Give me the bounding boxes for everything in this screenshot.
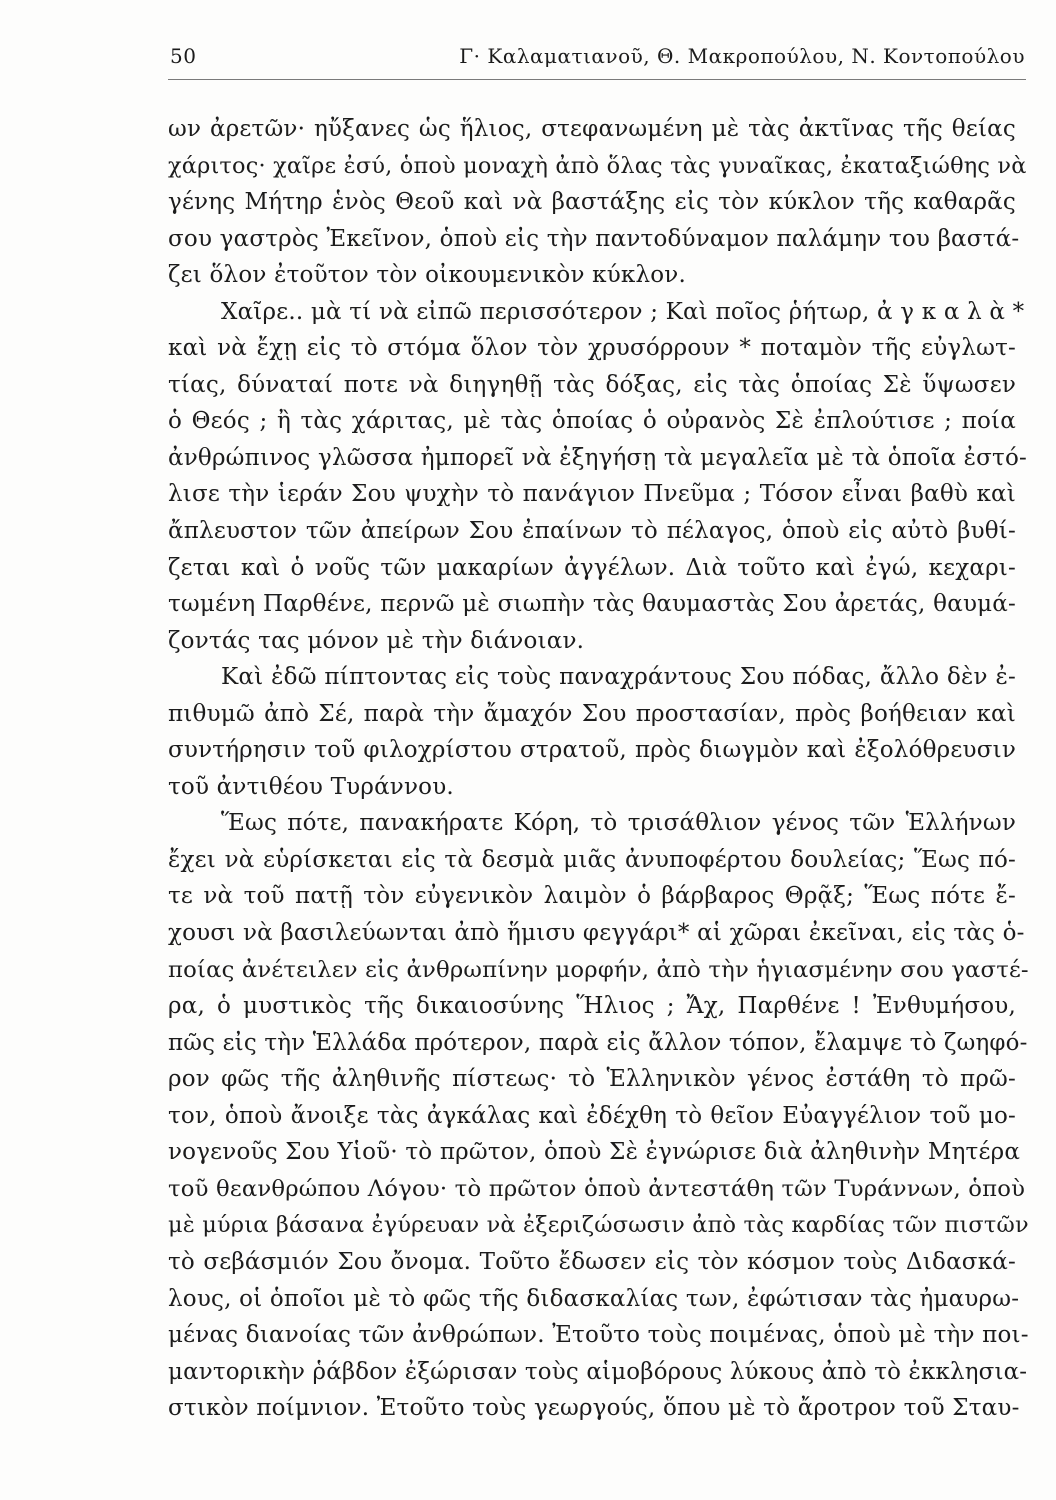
- text-line: τὸ σεβάσμιόν Σου ὄνομα. Τοῦτο ἔδωσεν εἰς τὸν κόσμον τοὺς Διδασκά-: [168, 1248, 1016, 1275]
- text-line: ὁ Θεός ; ἢ τὰς χάριτας, μὲ τὰς ὁποίας ὁ οὐρανὸς Σὲ ἐπλούτισε ; ποία: [168, 408, 1016, 435]
- text-line: τοῦ θεανθρώπου Λόγου· τὸ πρῶτον ὁποὺ ἀντεστάθη τῶν Τυράννων, ὁποὺ: [168, 1175, 1026, 1202]
- body-text: [168, 114, 1029, 1430]
- text-line: μαντορικὴν ῥάβδον ἐξώρισαν τοὺς αἱμοβόρους λύκους ἀπὸ τὸ ἐκκλησια-: [168, 1358, 1028, 1385]
- text-line: πῶς εἰς τὴν Ἑλλάδα πρότερον, παρὰ εἰς ἄλλον τόπον, ἔλαμψε τὸ ζωηφό-: [168, 1029, 1028, 1056]
- paragraph-start-line: Ἕως πότε, πανακήρατε Κόρη, τὸ τρισάθλιον γένος τῶν Ἑλλήνων: [221, 810, 1016, 837]
- text-line: ρα, ὁ μυστικὸς τῆς δικαιοσύνης Ἥλιος ; Ἄχ, Παρθένε ! Ἐνθυμήσου,: [168, 993, 1016, 1020]
- text-line: ἄπλευστον τῶν ἀπείρων Σου ἐπαίνων τὸ πέλαγος, ὁποὺ εἰς αὐτὸ βυθί-: [168, 518, 1016, 545]
- text-line: ζεται καὶ ὁ νοῦς τῶν μακαρίων ἀγγέλων. Διὰ τοῦτο καὶ ἐγώ, κεχαρι-: [168, 554, 1016, 581]
- text-line: στικὸν ποίμνιον. Ἐτοῦτο τοὺς γεωργούς, ὅπου μὲ τὸ ἄροτρον τοῦ Σταυ-: [168, 1395, 1020, 1422]
- text-line: ζοντάς τας μόνον μὲ τὴν διάνοιαν.: [168, 627, 585, 654]
- text-line: νογενοῦς Σου Υἱοῦ· τὸ πρῶτον, ὁποὺ Σὲ ἐγνώρισε διὰ ἀληθινὴν Μητέρα: [168, 1139, 1021, 1166]
- text-line: χάριτος· χαῖρε ἐσύ, ὁποὺ μοναχὴ ἀπὸ ὅλας τὰς γυναῖκας, ἐκαταξιώθης νὰ: [168, 152, 1027, 179]
- page-number: 50: [170, 44, 197, 68]
- text-line: πιθυμῶ ἀπὸ Σέ, παρὰ τὴν ἄμαχόν Σου προστασίαν, πρὸς βοήθειαν καὶ: [168, 700, 1016, 727]
- text-line: τον, ὁποὺ ἄνοιξε τὰς ἀγκάλας καὶ ἐδέχθη τὸ θεῖον Εὐαγγέλιον τοῦ μο-: [168, 1102, 1016, 1129]
- header-rule: [168, 79, 1026, 80]
- text-line: ποίας ἀνέτειλεν εἰς ἀνθρωπίνην μορφήν, ἀπὸ τὴν ἡγιασμένην σου γαστέ-: [168, 956, 1029, 983]
- text-line: γένης Μήτηρ ἑνὸς Θεοῦ καὶ νὰ βαστάξης εἰς τὸν κύκλον τῆς καθαρᾶς: [168, 189, 1016, 216]
- text-line: τε νὰ τοῦ πατῇ τὸν εὐγενικὸν λαιμὸν ὁ βάρβαρος Θρᾷξ; Ἕως πότε ἔ-: [168, 883, 1016, 910]
- text-line: ων ἀρετῶν· ηὔξανες ὡς ἥλιος, στεφανωμένη μὲ τὰς ἀκτῖνας τῆς θείας: [168, 116, 1016, 142]
- header-authors: Γ· Καλαματιανοῦ, Θ. Μακροπούλου, Ν. Κοντοπούλου: [459, 44, 1025, 68]
- text-line: συντήρησιν τοῦ φιλοχρίστου στρατοῦ, πρὸς διωγμὸν καὶ ἐξολόθρευσιν: [168, 737, 1016, 764]
- paragraph-start-line: Χαῖρε.. μὰ τί νὰ εἰπῶ περισσότερον ; Καὶ ποῖος ῥήτωρ, ἀ γ κ α λ ὰ *: [221, 298, 1025, 325]
- paragraph-start-line: Καὶ ἐδῶ πίπτοντας εἰς τοὺς παναχράντους Σου πόδας, ἄλλο δὲν ἐ-: [221, 664, 1016, 691]
- text-line: μὲ μύρια βάσανα ἐγύρευαν νὰ ἐξεριζώσωσιν ἀπὸ τὰς καρδίας τῶν πιστῶν: [168, 1212, 1029, 1239]
- text-line: τωμένη Παρθένε, περνῶ μὲ σιωπὴν τὰς θαυμαστὰς Σου ἀρετάς, θαυμά-: [168, 591, 1016, 618]
- text-line: ζει ὅλον ἐτοῦτον τὸν οἰκουμενικὸν κύκλον.: [168, 262, 686, 289]
- text-line: τοῦ ἀντιθέου Τυράννου.: [168, 773, 454, 800]
- text-line: τίας, δύναταί ποτε νὰ διηγηθῇ τὰς δόξας, εἰς τὰς ὁποίας Σὲ ὕψωσεν: [168, 371, 1016, 398]
- text-line: λους, οἱ ὁποῖοι μὲ τὸ φῶς τῆς διδασκαλίας των, ἐφώτισαν τὰς ἠμαυρω-: [168, 1285, 1020, 1312]
- text-line: μένας διανοίας τῶν ἀνθρώπων. Ἐτοῦτο τοὺς ποιμένας, ὁποὺ μὲ τὴν ποι-: [168, 1322, 1029, 1349]
- text-line: ρον φῶς τῆς ἀληθινῆς πίστεως· τὸ Ἑλληνικὸν γένος ἐστάθη τὸ πρῶ-: [168, 1066, 1016, 1093]
- text-line: λισε τὴν ἱεράν Σου ψυχὴν τὸ πανάγιον Πνεῦμα ; Τόσον εἶναι βαθὺ καὶ: [168, 481, 1016, 508]
- running-head: [170, 44, 1025, 78]
- text-line: χουσι νὰ βασιλεύωνται ἀπὸ ἥμισυ φεγγάρι* αἱ χῶραι ἐκεῖναι, εἰς τὰς ὁ-: [168, 920, 1025, 947]
- text-line: ἔχει νὰ εὑρίσκεται εἰς τὰ δεσμὰ μιᾶς ἀνυποφέρτου δουλείας; Ἕως πό-: [168, 846, 1016, 873]
- text-line: καὶ νὰ ἔχῃ εἰς τὸ στόμα ὅλον τὸν χρυσόρρουν * ποταμὸν τῆς εὐγλωτ-: [168, 335, 1016, 362]
- text-line: σου γαστρὸς Ἐκεῖνον, ὁποὺ εἰς τὴν παντοδύναμον παλάμην του βαστά-: [168, 225, 1020, 252]
- text-line: ἀνθρώπινος γλῶσσα ἠμπορεῖ νὰ ἐξηγήσῃ τὰ μεγαλεῖα μὲ τὰ ὁποῖα ἐστό-: [168, 444, 1027, 471]
